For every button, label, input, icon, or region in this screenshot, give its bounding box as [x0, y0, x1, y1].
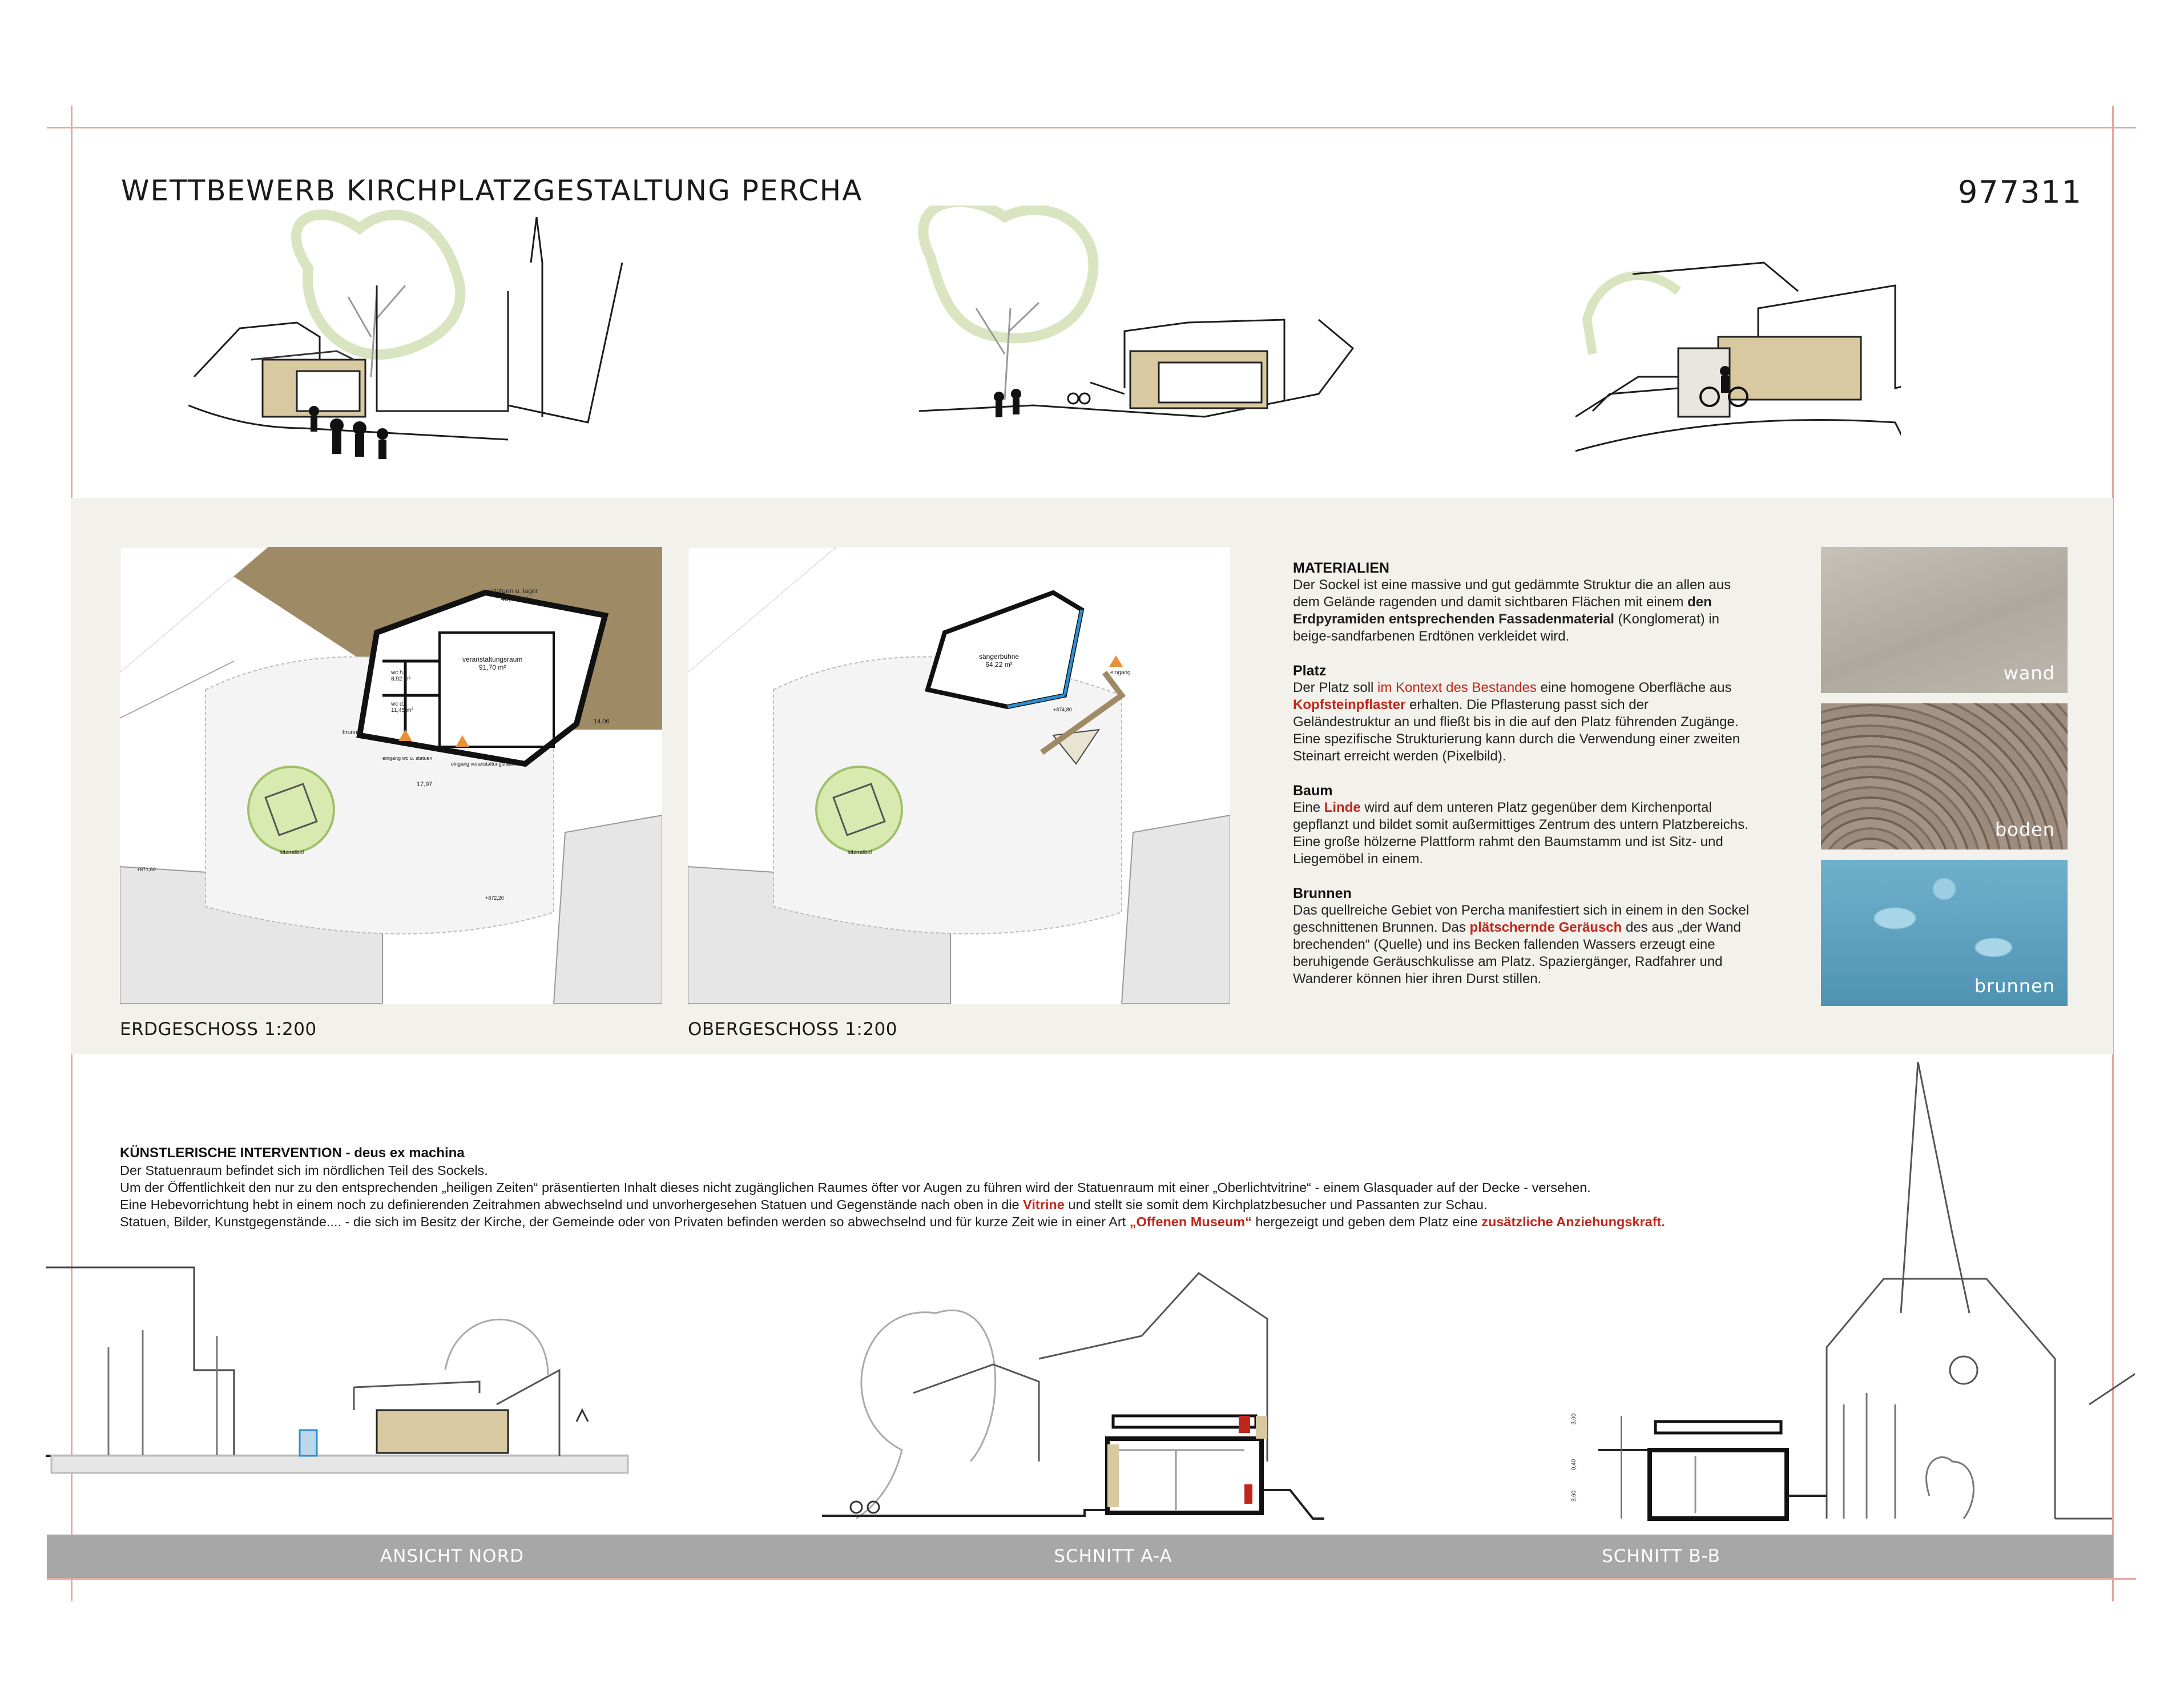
label-schnitt-aa: SCHNITT A-A [1054, 1546, 1172, 1567]
room-wc-f-label: wc d. 11,45 m² [391, 701, 413, 714]
perspective-sketch-2 [919, 206, 1353, 417]
crop-line-bottom [47, 1578, 2136, 1580]
brunnen-paragraph: Das quellreiche Gebiet von Percha manifestiert sich in einem in den Sockel geschnittenen Brunnen. Das plätschernde Geräusch des aus „der Wand brechenden“ (Quelle) und ins Becken fallenden Wassers erzeugt eine beruhigende Geräuschkulisse am Platz. Spaziergänger, Radfahrer und Wanderer können hier ihren Durst stillen. [1293, 903, 1750, 987]
perspective-sketch-3 [1575, 263, 1901, 468]
dimension-b: 0,40 [1571, 1459, 1578, 1471]
baum-heading: Baum [1293, 783, 1333, 799]
dimension-c: 3,60 [1571, 1490, 1578, 1502]
fountain-label: brunnen [342, 730, 364, 736]
intervention-line-4: Statuen, Bilder, Kunstgegenstände.... - die sich im Besitz der Kirche, der Gemeinde oder von Privaten befinden werden so abwechselnd und für kurze Zeit wie in einer Art „Offenen Museum“ hergezeigt und geben dem Platz eine zusätzliche Anziehungskraft. [120, 1214, 1665, 1229]
ground-floor-plan [120, 547, 662, 1004]
perspective-sketches [188, 206, 1901, 480]
intervention-line-2: Um der Öffentlichkeit den nur zu den entsprechenden „heiligen Zeiten“ präsentierten Inhalt dieses nicht zugänglichen Raumes öfter vor Augen zu führen wird der Statuenraum mit einer „Oberlichtvitrine“ - einem Glasquader auf der Decke - versehen. [120, 1180, 1591, 1195]
room-singers-label: sängerbühne 64,22 m² [979, 653, 1020, 669]
level-2: +872,20 [485, 895, 504, 901]
materials-heading: MATERIALIEN [1293, 560, 1389, 576]
north-elevation [46, 1267, 628, 1473]
section-drawings [46, 1062, 2135, 1530]
room-wc-m-label: wc h. 8,92 m² [391, 670, 410, 682]
page-title: WETTBEWERB KIRCHPLATZGESTALTUNG PERCHA [121, 174, 863, 207]
intervention-heading: KÜNSTLERISCHE INTERVENTION - deus ex machina [120, 1145, 465, 1161]
upper-floor-plan [688, 547, 1230, 1004]
level-1: +871,60 [137, 867, 156, 872]
platz-heading: Platz [1293, 663, 1327, 679]
platz-paragraph-2: Eine spezifische Strukturierung kann durch die Verwendung einer zweiten Steinart erreicht werden (Pixelbild). [1293, 731, 1740, 764]
tree-bench-label: sitzmöbel [280, 850, 304, 856]
upper-tree-bench-label: sitzmöbel [848, 850, 872, 856]
material-tile-wand-label: wand [2003, 662, 2055, 684]
dimension-2: 14,06 [594, 718, 610, 725]
perspective-sketch-1 [188, 215, 622, 459]
room-event-label: veranstaltungsraum 91,70 m² [462, 655, 523, 671]
intervention-line-3: Eine Hebevorrichtung hebt in einem noch zu definierenden Zeitrahmen abwechselnd und unvorhergesehen Statuen und Gegenstände nach oben in die Vitrine und stellt sie somit dem Kirchplatzbesucher und Passanten zur Schau. [120, 1197, 1488, 1212]
dimension-a: 3,00 [1571, 1413, 1578, 1425]
section-bb [1598, 1062, 2135, 1530]
platz-paragraph: Der Platz soll im Kontext des Bestandes eine homogene Oberfläche aus Kopfsteinpflaster erhalten. Die Pflasterung passt sich der Geländestruktur an und fließt bis in die auf den Platz führenden Zugänge. [1293, 680, 1739, 730]
material-tile-brunnen-label: brunnen [1974, 975, 2055, 997]
material-tile-wand [1821, 547, 2068, 693]
ground-floor-caption: ERDGESCHOSS 1:200 [120, 1019, 317, 1040]
materials-paragraph: Der Sockel ist eine massive und gut gedämmte Struktur die an allen aus dem Gelände ragenden und damit sichtbaren Flächen mit einem den Erdpyramiden entsprechenden Fassadenmaterial (Konglomerat) in beige-sandfarbenen Erdtönen verkleidet wird. [1293, 577, 1731, 644]
label-ansicht-nord: ANSICHT NORD [380, 1546, 524, 1567]
entrance-event-label: eingang veranstaltungsraum [451, 761, 516, 767]
dimension-1: 17,97 [417, 781, 433, 788]
baum-paragraph: Eine Linde wird auf dem unteren Platz gegenüber dem Kirchenportal gepflanzt und bildet somit außermittiges Zentrum des untern Platzbereichs. Eine große hölzerne Plattform rahmt den Baumstamm und ist Sitz- und Liegemöbel in einem. [1293, 800, 1748, 867]
section-aa [822, 1273, 1324, 1519]
competition-code: 977311 [1958, 174, 2083, 210]
upper-entrance-label: eingang [1110, 670, 1131, 676]
upper-level: +874,80 [1053, 707, 1072, 712]
material-tile-boden-label: boden [1994, 819, 2055, 840]
room-statues-label: statuen u. lager 48,41 m² [491, 587, 538, 603]
material-tile-brunnen [1821, 860, 2068, 1006]
materials-text [1293, 559, 1750, 988]
entrance-wc-label: eingang wc u. statuen [382, 755, 433, 761]
crop-line-top [47, 127, 2136, 128]
intervention-line-1: Der Statuenraum befindet sich im nördlichen Teil des Sockels. [120, 1163, 488, 1178]
label-schnitt-bb: SCHNITT B-B [1602, 1546, 1720, 1567]
upper-floor-caption: OBERGESCHOSS 1:200 [688, 1019, 897, 1040]
brunnen-heading: Brunnen [1293, 885, 1352, 901]
material-tile-boden [1821, 703, 2068, 850]
